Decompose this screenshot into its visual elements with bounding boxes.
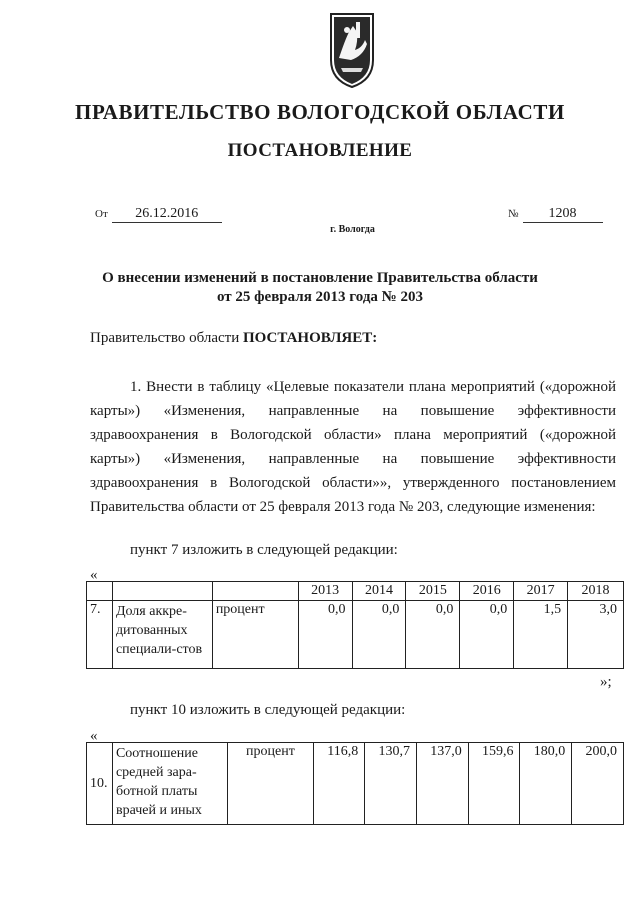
value-2013: 0,0 bbox=[298, 601, 352, 669]
year-2017: 2017 bbox=[514, 582, 568, 601]
government-title: ПРАВИТЕЛЬСТВО ВОЛОГОДСКОЙ ОБЛАСТИ bbox=[75, 100, 565, 124]
coat-of-arms-icon bbox=[327, 10, 377, 90]
document-date: 26.12.2016 bbox=[112, 206, 222, 223]
subject-line-2: от 25 февраля 2013 года № 203 bbox=[217, 289, 423, 305]
value-2015: 137,0 bbox=[416, 743, 468, 825]
year-2013: 2013 bbox=[298, 582, 352, 601]
year-2018: 2018 bbox=[568, 582, 624, 601]
unit: процент bbox=[228, 743, 313, 825]
value-2017: 180,0 bbox=[520, 743, 572, 825]
row-number: 10. bbox=[87, 743, 113, 825]
number-prefix: № bbox=[508, 208, 519, 220]
quote-open-7: « bbox=[90, 567, 98, 583]
point-10-intro: пункт 10 изложить в следующей редакции: bbox=[130, 702, 406, 718]
date-prefix: От bbox=[95, 208, 108, 220]
header-empty-name bbox=[112, 582, 212, 601]
value-2018: 3,0 bbox=[568, 601, 624, 669]
document-number: 1208 bbox=[523, 206, 603, 223]
table-point-10 bbox=[86, 742, 624, 825]
decree-line bbox=[90, 326, 377, 350]
value-2015: 0,0 bbox=[406, 601, 460, 669]
header-empty-num bbox=[87, 582, 113, 601]
decree-word: ПОСТАНОВЛЯЕТ: bbox=[242, 330, 378, 346]
paragraph-1: 1. Внести в таблицу «Целевые показатели плана мероприятий («дорожной карты») «Изменения, направленные на повышение эффективности здравоохранения в Вологодской области» плана мероприятий («дорожной карты») «Изменения, направленные на повышение эффективности здравоохранения в Вологодской области»», утвержденного постановлением Правительства области от 25 февраля 2013 года № 203, следующие изменения: bbox=[90, 379, 616, 515]
unit: процент bbox=[212, 601, 298, 669]
number-line bbox=[508, 204, 618, 223]
row-number: 7. bbox=[87, 601, 113, 669]
table-header-row bbox=[87, 582, 624, 601]
value-2013: 116,8 bbox=[313, 743, 365, 825]
value-2016: 0,0 bbox=[460, 601, 514, 669]
value-2014: 130,7 bbox=[365, 743, 417, 825]
year-2015: 2015 bbox=[406, 582, 460, 601]
indicator-name: Соотношение средней зара-ботной платы врачей и иных bbox=[112, 743, 227, 825]
date-line bbox=[95, 204, 235, 223]
document-type: ПОСТАНОВЛЕНИЕ bbox=[227, 140, 413, 161]
indicator-name: Доля аккре-дитованных специали-стов bbox=[112, 601, 212, 669]
subject-line-1: О внесении изменений в постановление Правительства области bbox=[102, 270, 538, 286]
value-2014: 0,0 bbox=[352, 601, 406, 669]
value-2017: 1,5 bbox=[514, 601, 568, 669]
year-2016: 2016 bbox=[460, 582, 514, 601]
value-2018: 200,0 bbox=[572, 743, 624, 825]
table-point-7 bbox=[86, 581, 624, 669]
header-empty-unit bbox=[212, 582, 298, 601]
decree-intro: Правительство области bbox=[90, 330, 240, 346]
table-row bbox=[87, 601, 624, 669]
value-2016: 159,6 bbox=[468, 743, 520, 825]
quote-open-10: « bbox=[90, 728, 98, 744]
table-row bbox=[87, 743, 624, 825]
quote-close-7: »; bbox=[600, 674, 612, 690]
city: г. Вологда bbox=[330, 224, 375, 235]
year-2014: 2014 bbox=[352, 582, 406, 601]
point-7-intro: пункт 7 изложить в следующей редакции: bbox=[130, 542, 398, 558]
